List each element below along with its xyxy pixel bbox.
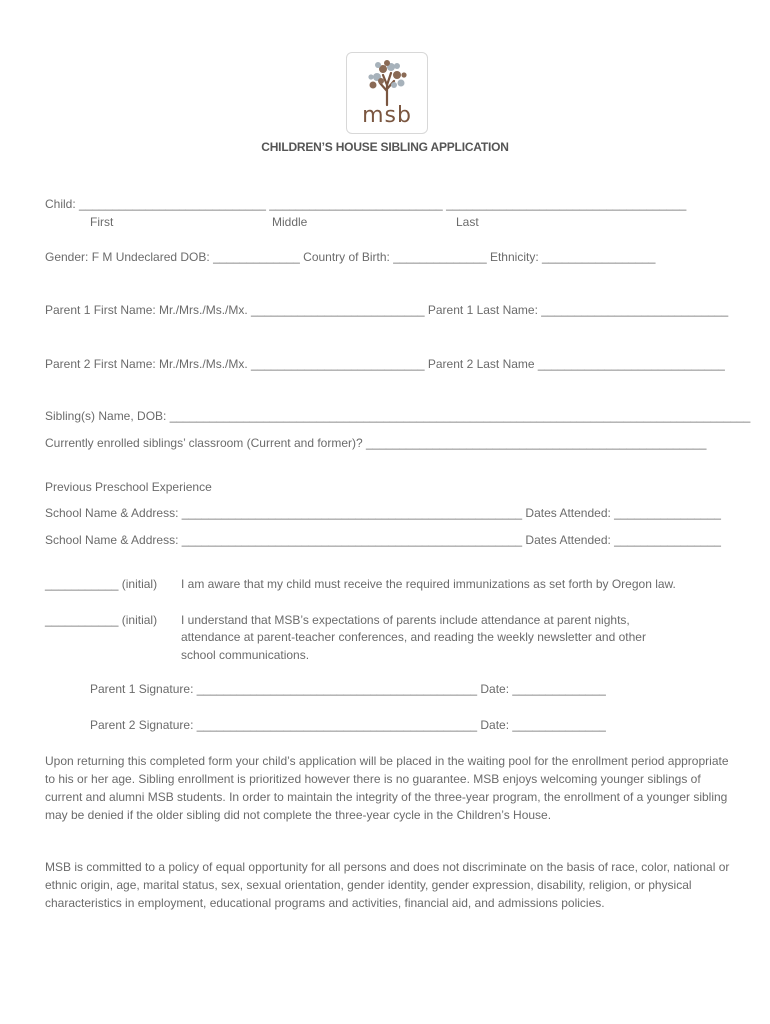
initial1-text: I am aware that my child must receive the required immunizations as set forth by Oregon law. xyxy=(181,577,676,591)
gender-dob-row[interactable]: Gender: F M Undeclared DOB: _____________ Country of Birth: ______________ Ethnicity: _________________ xyxy=(45,250,656,264)
parent1-signature-row[interactable]: Parent 1 Signature: __________________________________________ Date: ______________ xyxy=(90,682,606,696)
initial2-blank[interactable]: ___________ (initial) xyxy=(45,613,158,627)
school1-row[interactable]: School Name & Address: ___________________________________________________ Dates Attended: ________________ xyxy=(45,506,721,520)
msb-logo xyxy=(346,52,428,134)
form-title: CHILDREN’S HOUSE SIBLING APPLICATION xyxy=(261,140,509,154)
preschool-heading: Previous Preschool Experience xyxy=(45,480,212,494)
initial2-text-line1: I understand that MSB’s expectations of parents include attendance at parent nights, xyxy=(181,613,630,627)
middle-label: Middle xyxy=(272,215,308,229)
waiting-pool-paragraph: Upon returning this completed form your child’s application will be placed in the waiting pool for the enrollment period appropriate to his or her age. Sibling enrollment is prioritized however there is no guarantee. MSB enjoys welcoming younger siblings of current and alumni MSB students. In order to maintain the integrity of the three-year program, the enrollment of a younger sibling may be denied if the older sibling did not complete the three-year cycle in the Children’s House. xyxy=(45,754,729,822)
parent2-name-row[interactable]: Parent 2 First Name: Mr./Mrs./Ms./Mx. __________________________ Parent 2 Last Name ____________________________ xyxy=(45,357,725,371)
first-label: First xyxy=(90,215,114,229)
school2-row[interactable]: School Name & Address: ___________________________________________________ Dates Attended: ________________ xyxy=(45,533,721,547)
child-name-field[interactable]: Child: ____________________________ __________________________ ____________________________________ xyxy=(45,197,687,211)
initial1-blank[interactable]: ___________ (initial) xyxy=(45,577,158,591)
parent1-name-row[interactable]: Parent 1 First Name: Mr./Mrs./Ms./Mx. __________________________ Parent 1 Last Name: ____________________________ xyxy=(45,303,729,317)
initial2-text-line3: school communications. xyxy=(181,648,310,662)
tree-icon xyxy=(347,55,427,107)
equal-opportunity-paragraph: MSB is committed to a policy of equal opportunity for all persons and does not discriminate on the basis of race, color, national or ethnic origin, age, marital status, sex, sexual orientation, gender identity, gender expression, disability, religion, or physical characteristics in employment, educational programs and activities, financial aid, and admissions policies. xyxy=(45,860,730,910)
siblings-row[interactable]: Sibling(s) Name, DOB: _______________________________________________________________________________________ xyxy=(45,409,751,423)
initial2-text-line2: attendance at parent-teacher conferences, and reading the weekly newsletter and other xyxy=(181,630,646,644)
logo-wordmark: msb xyxy=(362,103,412,128)
last-label: Last xyxy=(456,215,479,229)
enrolled-siblings-row[interactable]: Currently enrolled siblings’ classroom (Current and former)? ___________________________________________________ xyxy=(45,436,707,450)
parent2-signature-row[interactable]: Parent 2 Signature: __________________________________________ Date: ______________ xyxy=(90,718,606,732)
